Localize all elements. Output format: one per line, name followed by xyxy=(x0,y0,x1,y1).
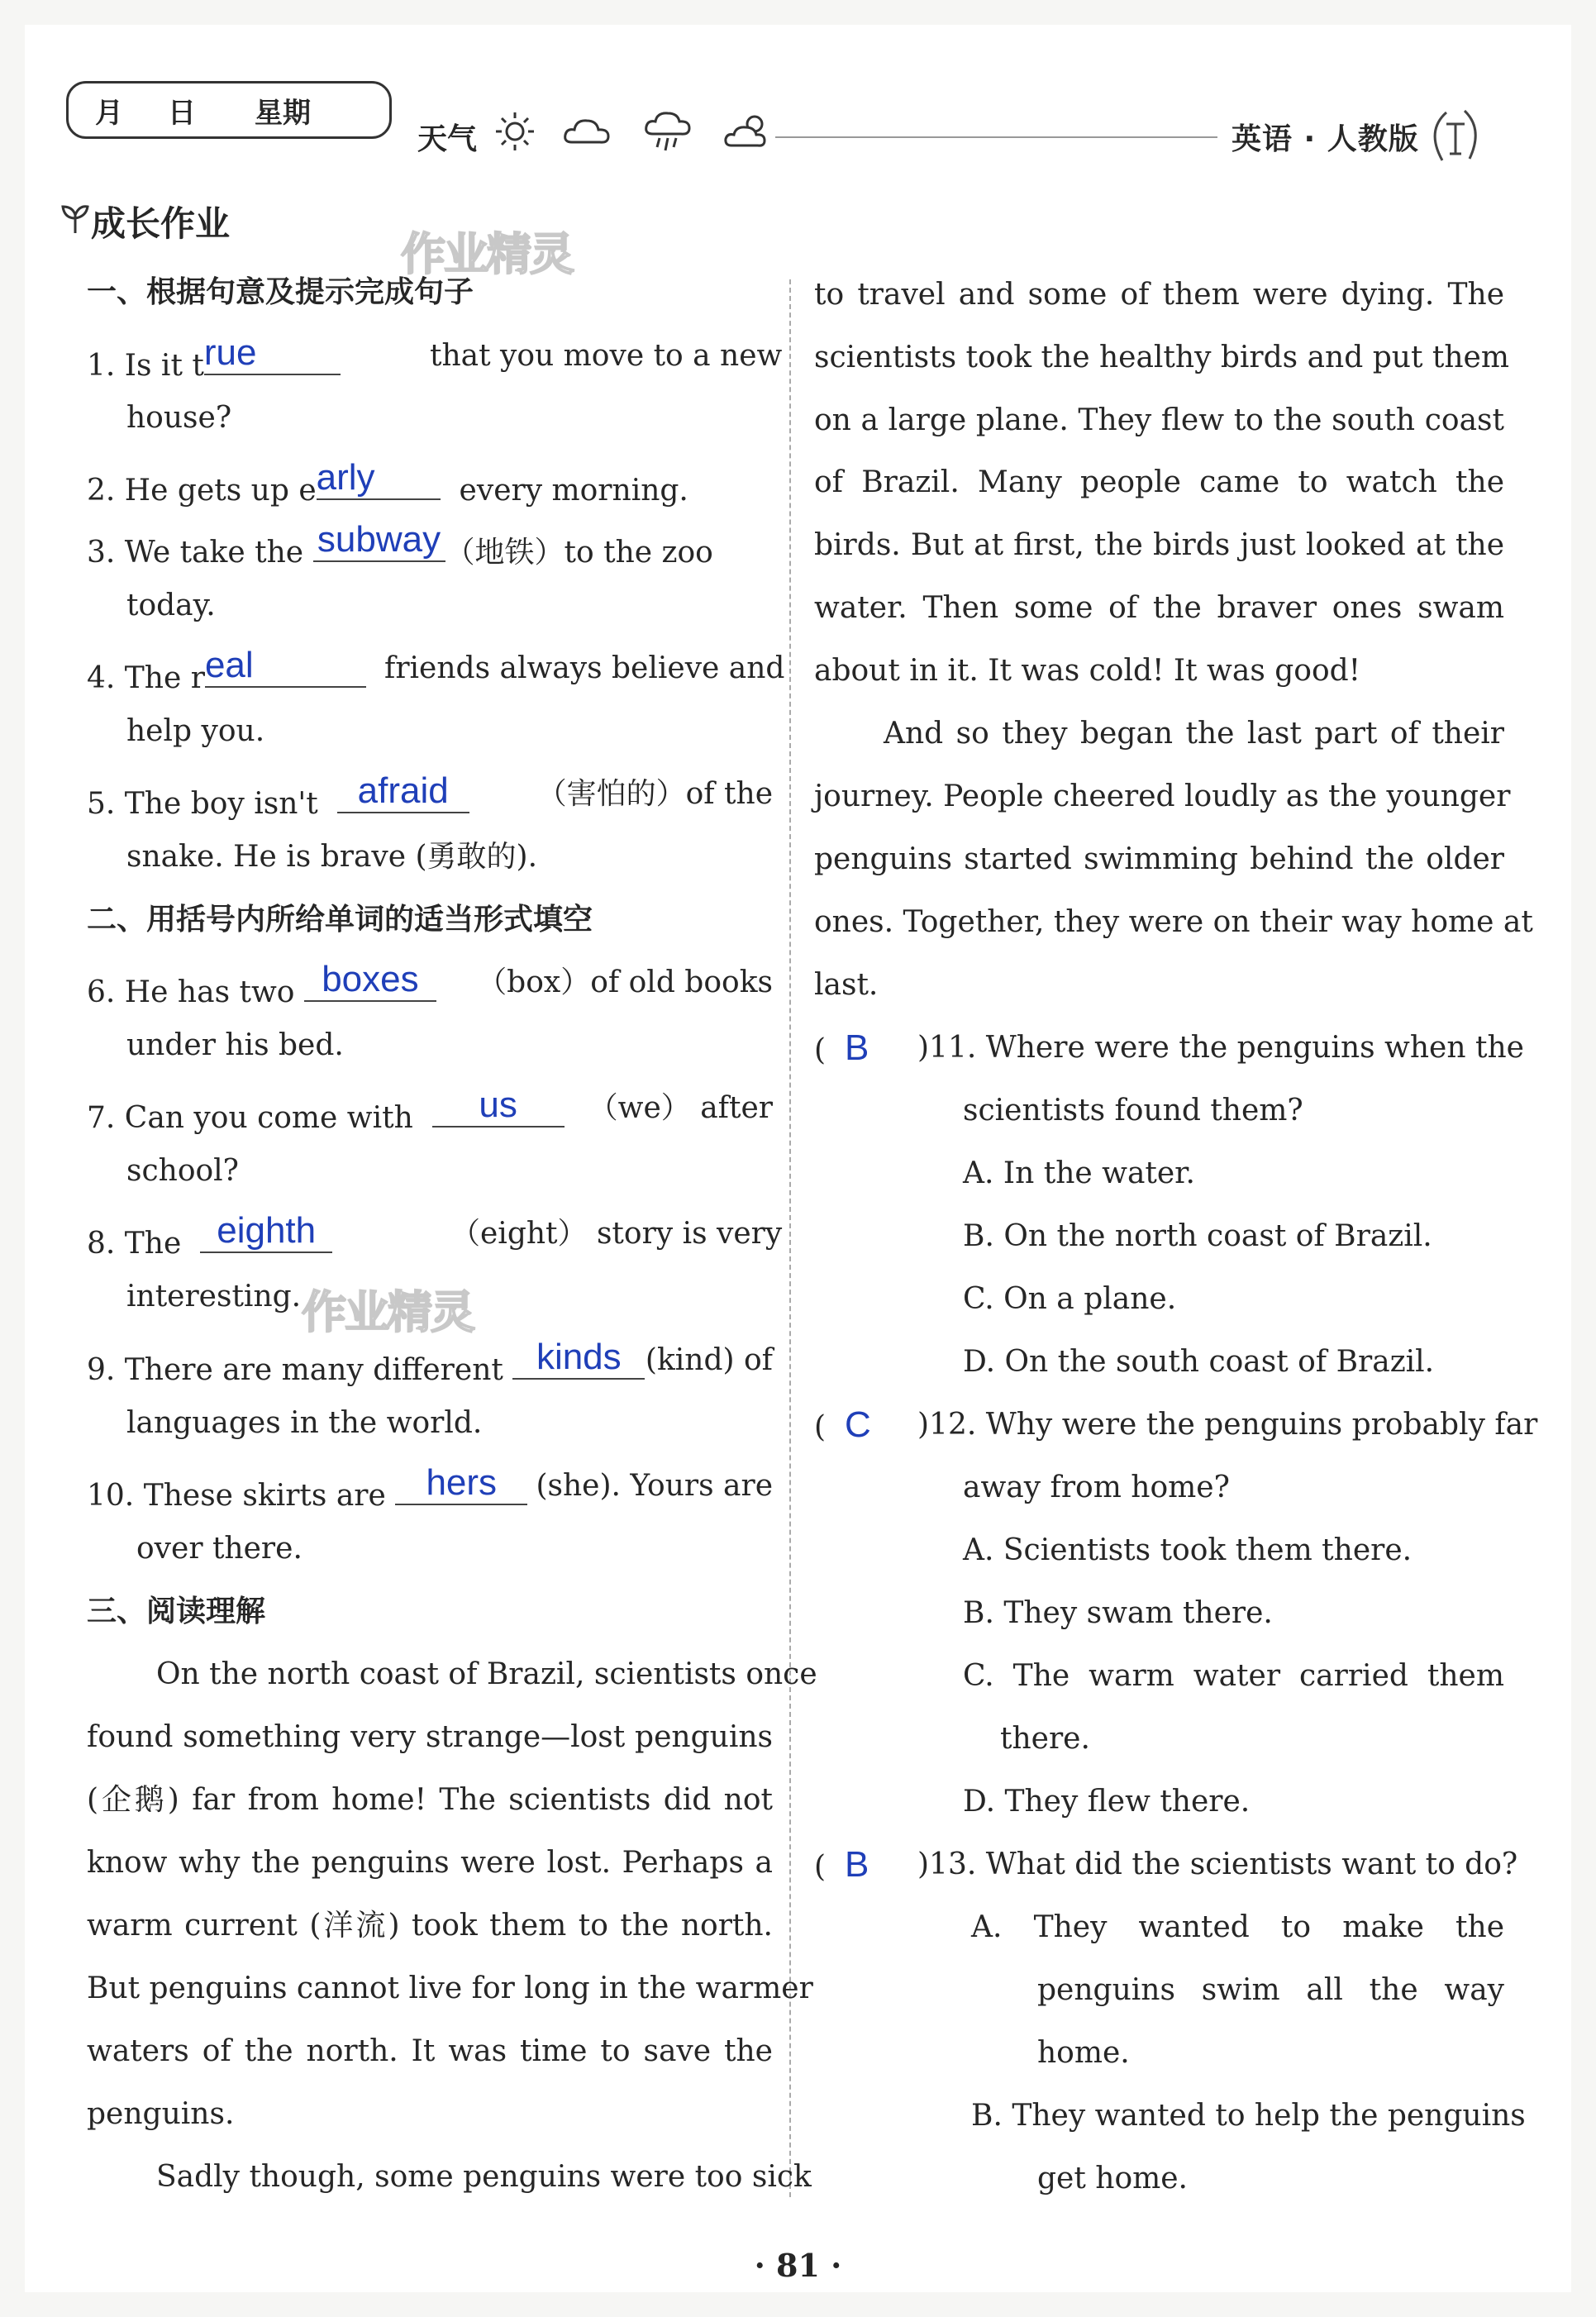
passage-line: know why the penguins were lost. Perhaps a xyxy=(87,1846,773,1880)
passage-line: Sadly though, some penguins were too sick xyxy=(156,2160,812,2194)
sprout-icon xyxy=(60,202,91,235)
question-2: 2. He gets up e arly every morning. xyxy=(87,457,688,508)
question-11: ( B xyxy=(814,1027,869,1068)
part2-heading: 二、用括号内所给单词的适当形式填空 xyxy=(87,903,593,937)
header-rule xyxy=(775,136,1217,138)
week-label: 星期 xyxy=(255,96,311,130)
passage-line: And so they began the last part of their xyxy=(884,717,1504,751)
passage-line: penguins started swimming behind the older xyxy=(814,842,1504,876)
option: C. On a plane. xyxy=(963,1282,1177,1316)
answer-blank xyxy=(395,1462,527,1505)
answer-text: us xyxy=(479,1085,517,1125)
passage-line: ones. Together, they were on their way home at xyxy=(814,905,1533,939)
passage-line: found something very strange—lost penguins xyxy=(87,1720,773,1754)
answer-text: kinds xyxy=(536,1337,622,1377)
question-6: 6. He has two boxes xyxy=(87,967,436,1008)
answer-blank xyxy=(203,332,341,375)
passage-line: of Brazil. Many people came to watch the xyxy=(814,465,1504,499)
answer-text: arly xyxy=(316,457,375,498)
answer-blank xyxy=(313,519,445,562)
passage-line: last. xyxy=(814,968,879,1002)
book-logo-icon xyxy=(1422,106,1488,165)
passage-line: scientists took the healthy birds and put them xyxy=(814,341,1509,374)
part1-heading: 一、根据句意及提示完成句子 xyxy=(87,275,474,309)
passage-line: waters of the north. It was time to save the xyxy=(87,2034,773,2068)
option: A. Scientists took them there. xyxy=(963,1533,1413,1567)
question-10: 10. These skirts are hers xyxy=(87,1471,527,1512)
watermark: 作业精灵 xyxy=(302,1286,474,1338)
passage-line: penguins. xyxy=(87,2097,235,2131)
answer-text: boxes xyxy=(322,959,419,999)
answer-text: eighth xyxy=(217,1210,317,1251)
question-7: 7. Can you come with us xyxy=(87,1093,565,1134)
option: B. They swam there. xyxy=(963,1596,1273,1630)
question-9: 9. There are many different kinds xyxy=(87,1345,645,1386)
passage-line: about in it. It was cold! It was good! xyxy=(814,654,1361,688)
question-4: 4. The r eal xyxy=(87,653,366,694)
day-label: 日 xyxy=(168,96,196,130)
passage-line: to travel and some of them were dying. The xyxy=(814,278,1504,312)
answer-blank xyxy=(316,457,441,500)
page-number: · 81 · xyxy=(754,2247,842,2284)
column-divider xyxy=(789,279,791,2197)
answer-blank xyxy=(204,645,366,688)
question-8: 8. The eighth xyxy=(87,1218,332,1260)
answer-blank xyxy=(200,1210,332,1253)
date-box xyxy=(66,81,392,139)
option: A. In the water. xyxy=(963,1156,1195,1190)
answer-text: rue xyxy=(203,332,257,373)
question-12: ( C xyxy=(814,1404,871,1445)
sun-icon xyxy=(490,109,540,154)
passage-line: water. Then some of the braver ones swam xyxy=(814,591,1504,625)
weather-label: 天气 xyxy=(417,122,478,156)
question-1: 1. Is it t rue xyxy=(87,341,341,382)
option: D. They flew there. xyxy=(963,1785,1251,1819)
option: B. On the north coast of Brazil. xyxy=(963,1219,1432,1253)
answer-text: hers xyxy=(426,1462,498,1503)
answer-text: afraid xyxy=(357,770,449,811)
passage-line: But penguins cannot live for long in the warmer xyxy=(87,1971,813,2005)
part3-heading: 三、阅读理解 xyxy=(87,1595,266,1628)
passage-line: (企鹅) far from home! The scientists did not xyxy=(87,1783,773,1817)
option: B. They wanted to help the penguins xyxy=(971,2099,1526,2133)
sun-cloud-icon xyxy=(723,109,773,154)
passage-line: birds. But at first, the birds just looked at the xyxy=(814,528,1504,562)
passage-line: journey. People cheered loudly as the younger xyxy=(814,779,1511,813)
answer-text: subway xyxy=(317,519,441,560)
subject-label: 英语 · 人教版 xyxy=(1232,122,1419,156)
watermark: 作业精灵 xyxy=(401,228,573,280)
question-3: 3. We take the subway （地铁）to the zoo xyxy=(87,519,713,570)
option: D. On the south coast of Brazil. xyxy=(963,1345,1435,1379)
passage-line: warm current (洋流) took them to the north. xyxy=(87,1909,773,1943)
cloud-icon xyxy=(562,109,612,154)
option: A. They wanted to make the xyxy=(971,1910,1504,1944)
question-5: 5. The boy isn't afraid xyxy=(87,779,469,820)
rain-icon xyxy=(643,109,693,154)
answer-blank xyxy=(432,1085,565,1128)
answer-text: eal xyxy=(204,645,254,685)
section-title: 成长作业 xyxy=(91,203,231,244)
question-13: ( B xyxy=(814,1844,869,1885)
choice-answer: B xyxy=(844,1844,869,1885)
choice-answer: B xyxy=(844,1027,869,1068)
month-label: 月 xyxy=(95,96,123,130)
option: C. The warm water carried them xyxy=(963,1659,1504,1693)
answer-blank xyxy=(512,1337,645,1380)
passage-line: on a large plane. They flew to the south coast xyxy=(814,403,1504,437)
answer-blank xyxy=(337,770,469,813)
answer-blank xyxy=(304,959,436,1002)
choice-answer: C xyxy=(844,1404,871,1445)
passage-line: On the north coast of Brazil, scientists once xyxy=(156,1657,817,1691)
